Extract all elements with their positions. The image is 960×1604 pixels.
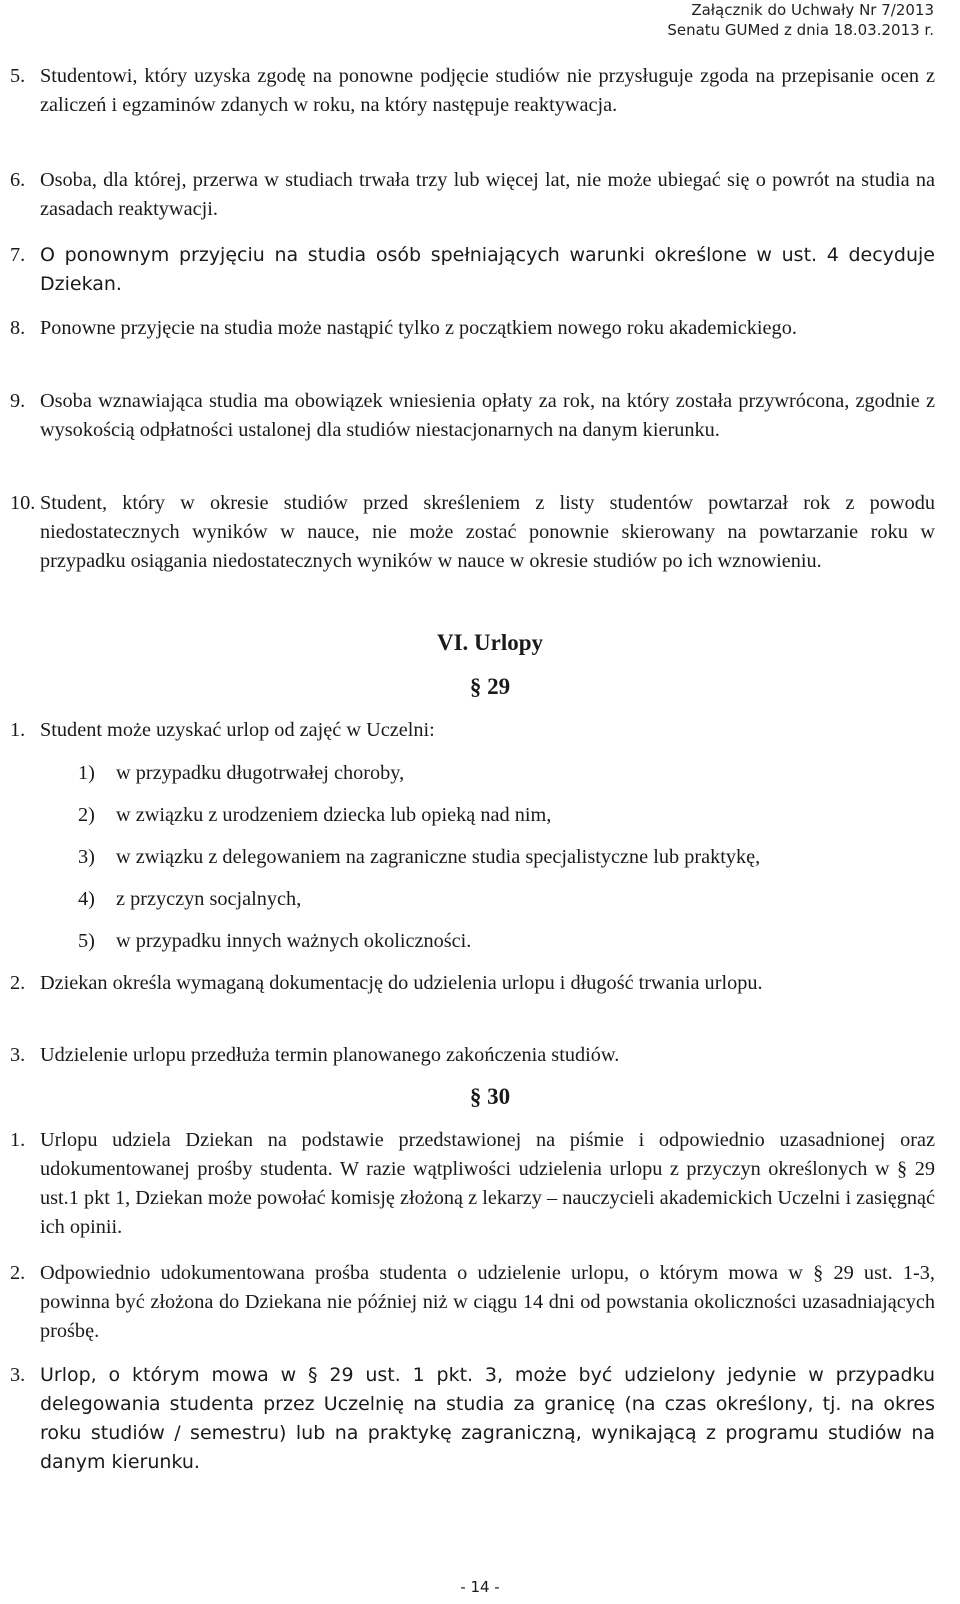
section-title: VI. Urlopy [436,630,544,655]
subitem-number: 4) [78,888,95,910]
item-number: 8. [10,317,26,339]
par29-item-3 [10,1041,935,1070]
par29-item-2 [10,969,935,998]
item-number: 2. [10,972,26,994]
par30-item-2 [10,1259,935,1346]
item-number: 3. [10,1044,26,1066]
par30-item-1 [10,1126,935,1242]
item-text: O ponownym przyjęciu na studia osób spełniających warunki określone w ust. 4 decyduje Dziekan. [40,244,935,295]
item-text: Student może uzyskać urlop od zajęć w Uczelni: [40,719,435,741]
subitem-number: 3) [78,846,95,868]
header-line-1: Załącznik do Uchwały Nr 7/2013 [691,1,934,19]
subitem-text: z przyczyn socjalnych, [116,888,302,910]
item-number: 10. [10,492,36,514]
item-number: 3. [10,1364,26,1386]
document-header [667,0,934,40]
paragraph-30-label: § 30 [469,1084,511,1109]
par30-item-3 [10,1361,935,1477]
subitem-5 [78,927,471,956]
par29-item-1 [10,716,935,745]
item-number: 5. [10,65,26,87]
list-item-7 [10,241,935,299]
header-line-2: Senatu GUMed z dnia 18.03.2013 r. [667,21,934,39]
item-number: 7. [10,244,26,266]
item-number: 6. [10,169,26,191]
paragraph-29-label: § 29 [469,674,511,699]
subitem-3 [78,843,760,872]
item-text: Udzielenie urlopu przedłuża termin planowanego zakończenia studiów. [40,1044,620,1066]
list-item-10 [10,489,935,576]
list-item-6 [10,166,935,224]
subitem-number: 5) [78,930,95,952]
subitem-1 [78,759,404,788]
item-number: 2. [10,1262,26,1284]
item-text: Student, który w okresie studiów przed skreśleniem z listy studentów powtarzał rok z powodu niedostatecznych wyników w nauce, nie może zostać ponownie skierowany na powtarzanie roku w przypadku osiągania niedostatecznych wyników w nauce w okresie studiów po ich wznowieniu. [40,492,935,572]
subitem-number: 1) [78,762,95,784]
item-text: Urlop, o którym mowa w § 29 ust. 1 pkt. 3, może być udzielony jedynie w przypadku delegowania studenta przez Uczelnię na studia za granicę (na czas określony, tj. na okres roku studiów / semestru) lub na praktykę zagraniczną, wynikającą z programu studiów na danym kierunku. [40,1364,935,1473]
item-text: Ponowne przyjęcie na studia może nastąpić tylko z początkiem nowego roku akademickiego. [40,317,797,339]
page-number: - 14 - [460,1578,500,1596]
item-text: Urlopu udziela Dziekan na podstawie przedstawionej na piśmie i odpowiednio uzasadnionej oraz udokumentowanej prośby studenta. W razie wątpliwości udzielenia urlopu z przyczyn określonych w § 29 ust.1 pkt 1, Dziekan może powołać komisję złożoną z lekarzy – nauczycieli akademickich Uczelni i zasięgnąć ich opinii. [40,1129,935,1238]
item-text: Studentowi, który uzyska zgodę na ponowne podjęcie studiów nie przysługuje zgoda na przepisanie ocen z zaliczeń i egzaminów zdanych w roku, na który następuje reaktywacja. [40,65,935,116]
subitem-text: w związku z urodzeniem dziecka lub opieką nad nim, [116,804,552,826]
subitem-text: w przypadku innych ważnych okoliczności. [116,930,472,952]
list-item-9 [10,387,935,445]
subitem-4 [78,885,301,914]
subitem-number: 2) [78,804,95,826]
subitem-2 [78,801,551,830]
list-item-8 [10,314,935,343]
item-text: Osoba wznawiająca studia ma obowiązek wniesienia opłaty za rok, na który została przywrócona, zgodnie z wysokością odpłatności ustalonej dla studiów niestacjonarnych na danym kierunku. [40,390,935,441]
item-text: Osoba, dla której, przerwa w studiach trwała trzy lub więcej lat, nie może ubiegać się o powrót na studia na zasadach reaktywacji. [40,169,935,220]
list-item-5 [10,62,935,120]
item-number: 1. [10,719,26,741]
item-number: 9. [10,390,26,412]
subitem-text: w przypadku długotrwałej choroby, [116,762,405,784]
item-text: Dziekan określa wymaganą dokumentację do udzielenia urlopu i długość trwania urlopu. [40,972,763,994]
item-number: 1. [10,1129,26,1151]
subitem-text: w związku z delegowaniem na zagraniczne studia specjalistyczne lub praktykę, [116,846,761,868]
item-text: Odpowiednio udokumentowana prośba studenta o udzielenie urlopu, o którym mowa w § 29 ust. 1-3, powinna być złożona do Dziekana nie później niż w ciągu 14 dni od powstania okoliczności uzasadniających prośbę. [40,1262,935,1342]
